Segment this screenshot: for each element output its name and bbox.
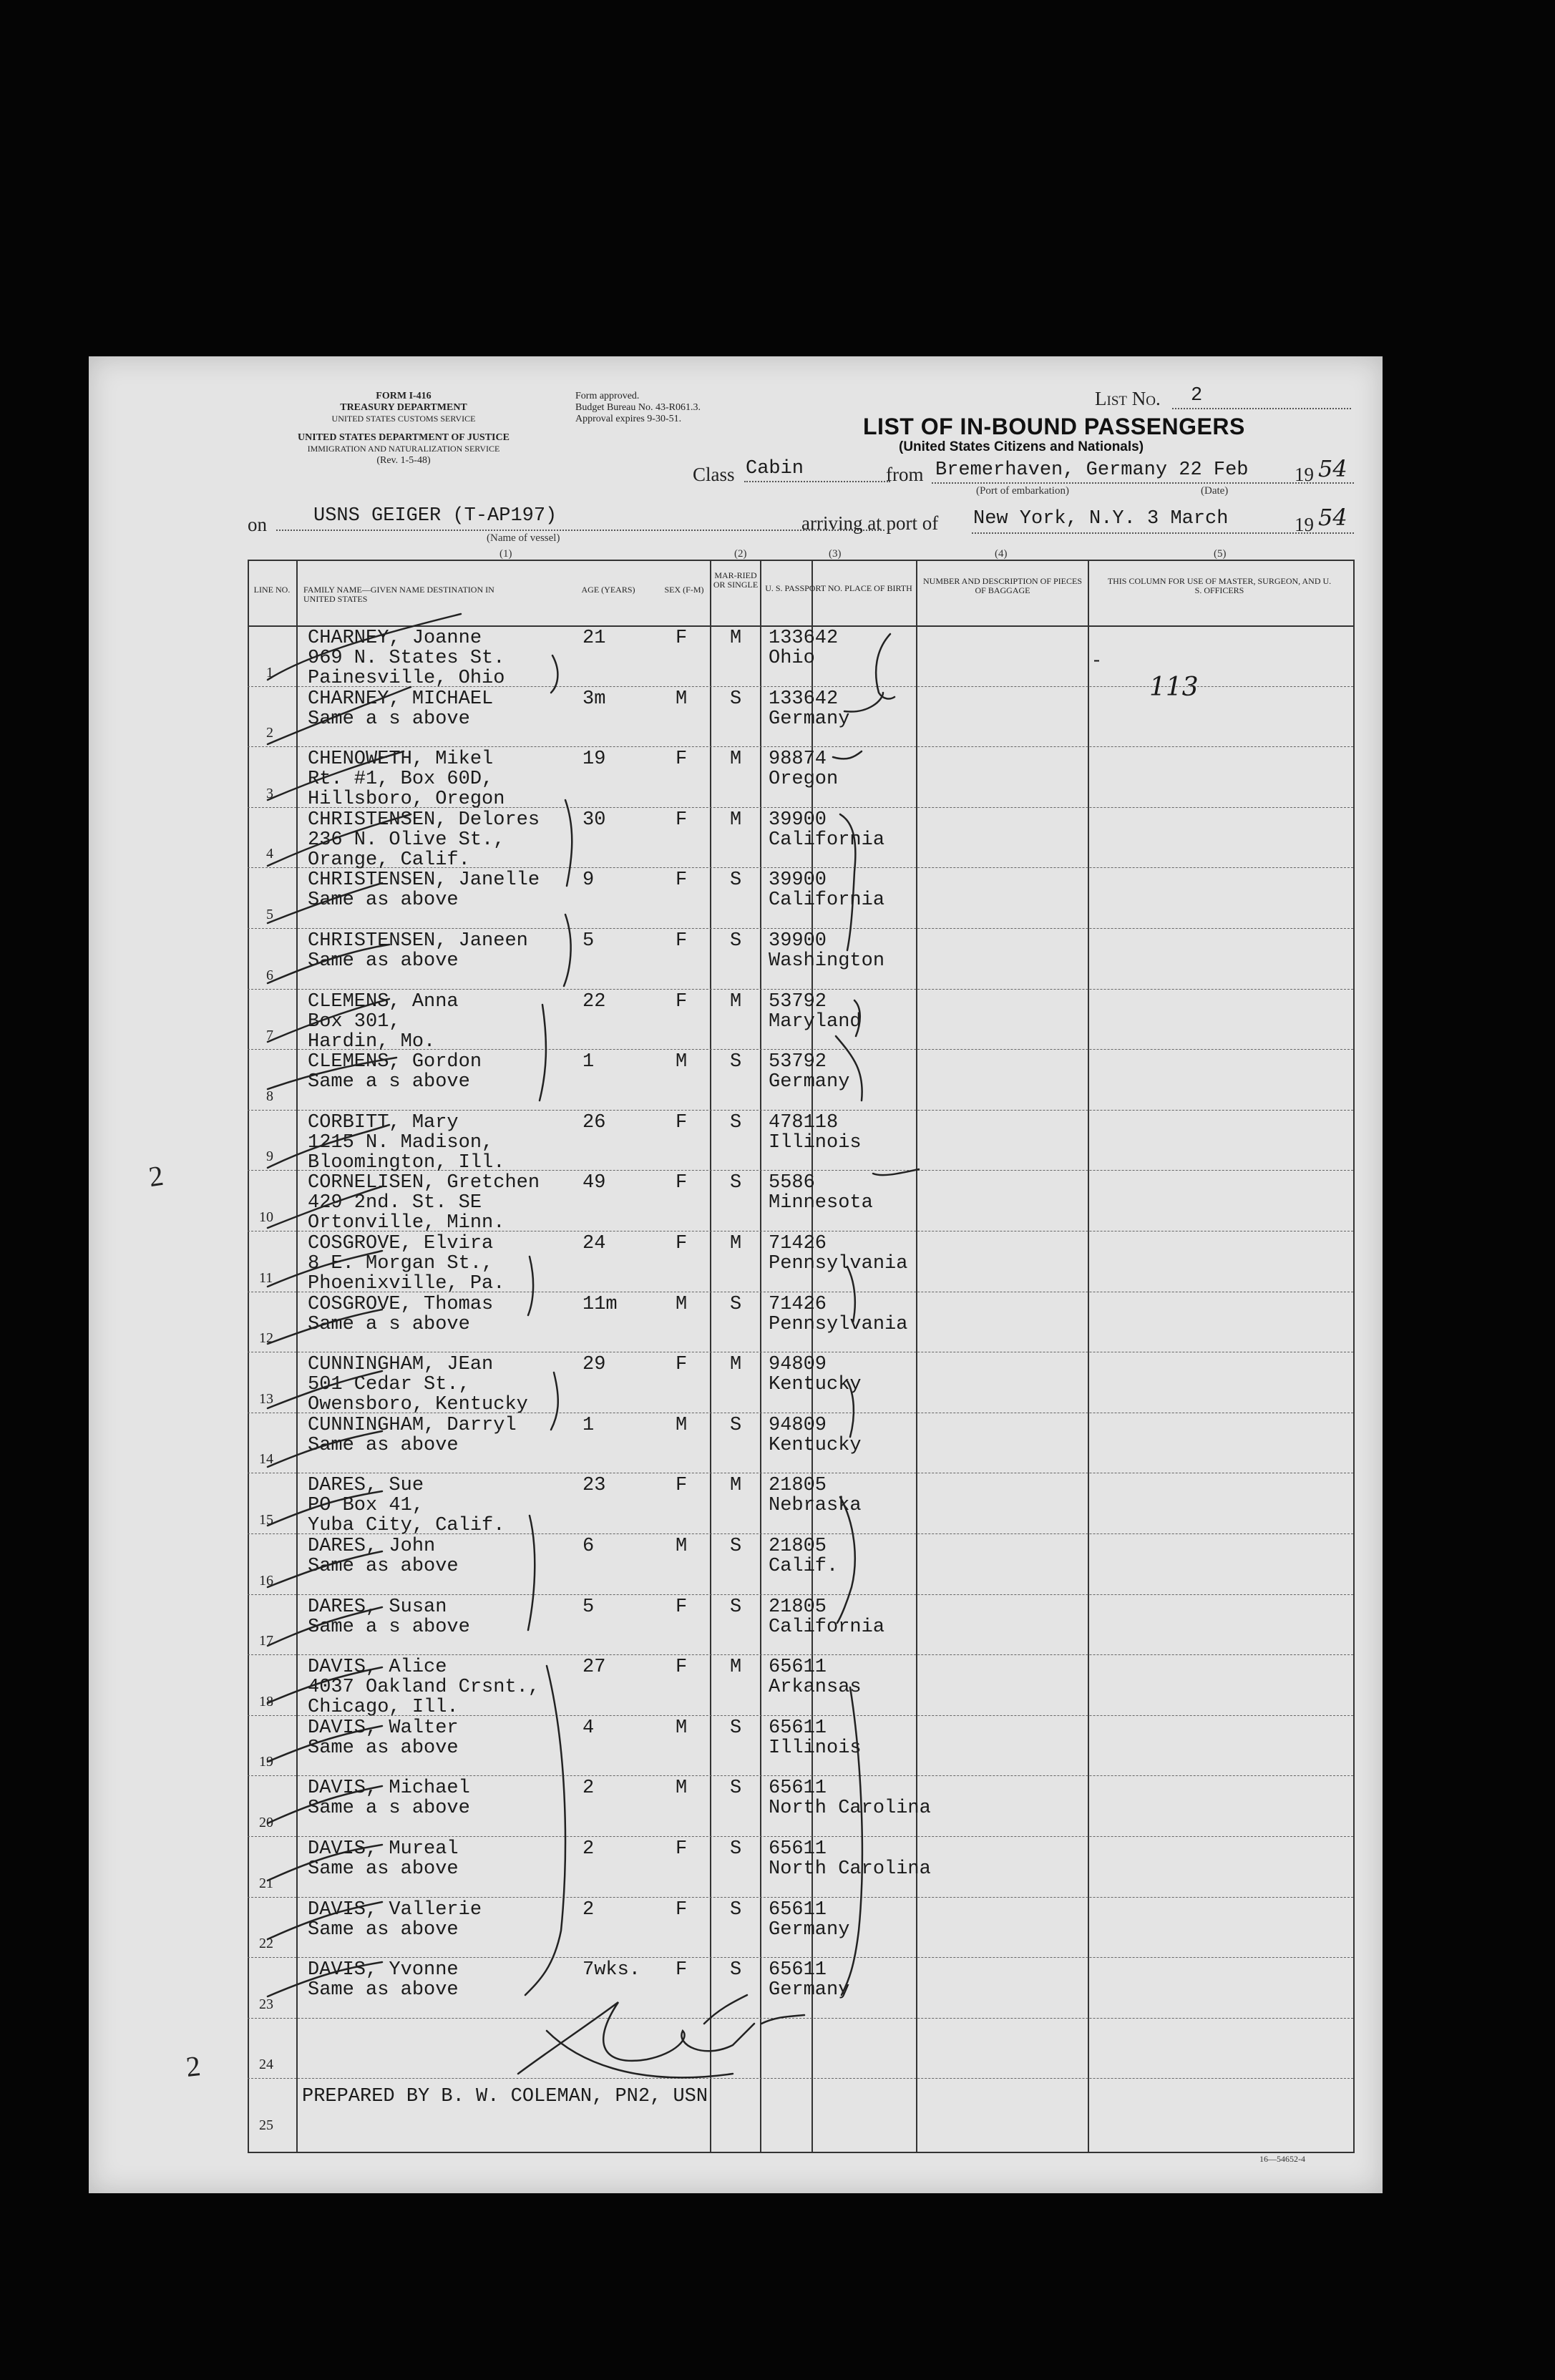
margin-mark-2: 2 [184,2049,203,2083]
vessel-caption: (Name of vessel) [487,532,560,544]
col-header-married: MAR-RIED OR SINGLE [713,570,759,590]
passenger-age: 3m [582,688,606,710]
dept-treasury: TREASURY DEPARTMENT [340,402,467,413]
passenger-age: 21 [582,628,606,649]
col-num-1: (1) [499,548,512,560]
margin-mark-1: 2 [146,1159,166,1194]
passenger-age: 24 [582,1233,606,1254]
passenger-age: 7wks. [582,1959,641,1981]
line-number: 25 [259,2117,273,2133]
class-label: Class [693,464,735,485]
passport-and-birthplace: 39900 Washington [769,930,885,972]
marital-status: M [730,628,742,649]
officer-dash: - [1093,648,1100,670]
passport-and-birthplace: 39900 California [769,869,885,912]
arriving-label: arriving at port of [801,512,939,534]
passenger-name: DARES, John Same as above [308,1536,459,1577]
line-number: 6 [266,967,273,983]
line-number: 21 [259,1875,273,1891]
line-number: 8 [266,1088,273,1104]
passenger-age: 11m [582,1293,618,1315]
line-number: 19 [259,1754,273,1770]
passenger-name: CLEMENS, Anna Box 301, Hardin, Mo. [308,990,459,1053]
col-num-3: (3) [829,548,842,560]
form-revision: (Rev. 1-5-48) [376,455,431,466]
passenger-sex: F [676,1959,688,1981]
passenger-sex: M [676,1777,688,1800]
passenger-sex: M [676,1051,688,1073]
passport-and-birthplace: 133642 Germany [769,688,850,730]
col-header-passport: U. S. PASSPORT NO. PLACE OF BIRTH [765,583,912,593]
form-title: LIST OF IN-BOUND PASSENGERS [863,414,1245,439]
passenger-name: CHRISTENSEN, Janeen Same as above [308,930,528,972]
passenger-sex: F [676,1354,688,1376]
passport-and-birthplace: 65611 North Carolina [769,1777,931,1820]
print-code: 16—54652-4 [1259,2154,1305,2164]
from-year-prefix: 19 [1295,464,1314,485]
passenger-sex: M [676,1293,688,1315]
passport-and-birthplace: 21805 Nebraska [769,1475,862,1517]
passenger-name: CHRISTENSEN, Delores 236 N. Olive St., Orange, Calif. [308,809,540,871]
passenger-age: 19 [582,748,606,771]
passenger-name: DAVIS, Vallerie Same as above [308,1898,482,1941]
passport-and-birthplace: 94809 Kentucky [769,1414,862,1456]
marital-status: S [730,1777,742,1800]
marital-status: M [730,1657,742,1679]
passport-and-birthplace: 98874 Oregon [769,748,839,791]
passenger-sex: F [676,628,688,649]
col-header-officers: THIS COLUMN FOR USE OF MASTER, SURGEON, AND U. S. OFFICERS [1107,576,1332,595]
line-number: 16 [259,1572,273,1589]
passenger-sex: F [676,930,688,952]
passenger-sex: F [676,1657,688,1679]
passport-and-birthplace: 65611 Germany [769,1898,850,1941]
from-value: Bremerhaven, Germany 22 Feb [935,459,1249,481]
class-value: Cabin [746,458,804,479]
passenger-name: DAVIS, Yvonne Same as above [308,1959,459,2001]
line-number: 12 [259,1330,273,1347]
line-number: 5 [266,907,273,922]
arrival-value: New York, N.Y. 3 March [973,508,1229,530]
arrival-year-prefix: 19 [1295,514,1314,535]
approval-1: Form approved. [575,391,640,401]
passenger-name: CHENOWETH, Mikel Rt. #1, Box 60D, Hillsboro, Oregon [308,748,505,811]
passenger-sex: F [676,869,688,892]
marital-status: S [730,1536,742,1557]
handwritten-marks [89,356,1383,2193]
passenger-name: DAVIS, Alice 4037 Oakland Crsnt., Chicago, Ill. [308,1657,540,1719]
from-year: 54 [1318,455,1347,482]
passenger-name: CLEMENS, Gordon Same a s above [308,1051,482,1093]
line-number: 3 [266,785,273,801]
passenger-name: CUNNINGHAM, JEan 501 Cedar St., Owensboro, Kentucky [308,1354,528,1416]
passenger-age: 27 [582,1657,606,1679]
marital-status: M [730,1475,742,1497]
marital-status: M [730,809,742,831]
passenger-name: COSGROVE, Elvira 8 E. Morgan St., Phoenixville, Pa. [308,1233,505,1294]
passenger-sex: F [676,809,688,831]
line-number: 24 [259,2057,273,2073]
marital-status: S [730,1111,742,1133]
passport-and-birthplace: 65611 North Carolina [769,1838,931,1880]
passenger-name: CHARNEY, Joanne 969 N. States St. Painesville, Ohio [308,628,505,689]
marital-status: S [730,1898,742,1921]
port-embark-caption: (Port of embarkation) [976,485,1069,497]
dept-justice: UNITED STATES DEPARTMENT OF JUSTICE [298,432,510,443]
marital-status: M [730,1354,742,1376]
passport-and-birthplace: 71426 Pennsylvania [769,1233,908,1274]
passenger-sex: F [676,990,688,1013]
passenger-age: 9 [582,869,595,892]
passport-and-birthplace: 53792 Germany [769,1051,850,1093]
passenger-age: 5 [582,930,595,952]
line-number: 1 [266,664,273,681]
col-header-age: AGE (YEARS) [581,585,635,595]
passenger-sex: F [676,1233,688,1254]
line-number: 17 [259,1633,273,1649]
marital-status: S [730,1596,742,1618]
marital-status: S [730,1414,742,1436]
marital-status: S [730,1717,742,1739]
line-number: 11 [259,1269,273,1286]
passport-and-birthplace: 5586 Minnesota [769,1172,873,1214]
passenger-name: CHARNEY, MICHAEL Same a s above [308,688,494,730]
marital-status: S [730,1838,742,1860]
marital-status: S [730,688,742,710]
passenger-sex: M [676,1536,688,1557]
col-num-4: (4) [995,548,1008,560]
passport-and-birthplace: 71426 Pennsylvania [769,1293,908,1335]
officer-number: 113 [1149,673,1199,702]
col-num-5: (5) [1214,548,1227,560]
passport-and-birthplace: 21805 California [769,1596,885,1638]
passenger-sex: F [676,1838,688,1860]
passenger-age: 1 [582,1051,595,1073]
dept-customs: UNITED STATES CUSTOMS SERVICE [331,414,476,424]
form-subtitle: (United States Citizens and Nationals) [899,439,1144,454]
on-label: on [248,514,267,535]
marital-status: S [730,1959,742,1981]
col-header-line: LINE NO. [253,585,291,595]
line-number: 7 [266,1028,273,1044]
passenger-age: 6 [582,1536,595,1557]
passenger-name: CUNNINGHAM, Darryl Same as above [308,1414,517,1456]
from-label: from [886,464,924,485]
passenger-sex: F [676,748,688,771]
passenger-age: 23 [582,1475,606,1497]
col-header-baggage: NUMBER AND DESCRIPTION OF PIECES OF BAGGAGE [922,576,1083,595]
passport-and-birthplace: 21805 Calif. [769,1536,839,1577]
line-number: 23 [259,1996,273,2012]
line-number: 2 [266,725,273,741]
passport-and-birthplace: 65611 Germany [769,1959,850,2001]
passenger-age: 2 [582,1838,595,1860]
col-header-name: FAMILY NAME—GIVEN NAME DESTINATION IN UNITED STATES [303,585,494,604]
passenger-sex: F [676,1475,688,1497]
passenger-name: CORBITT, Mary 1215 N. Madison, Bloomington, Ill. [308,1111,505,1174]
marital-status: M [730,990,742,1013]
passenger-age: 1 [582,1414,595,1436]
passenger-name: DAVIS, Mureal Same as above [308,1838,459,1880]
line-number: 10 [259,1209,273,1225]
passenger-sex: F [676,1596,688,1618]
arrival-year: 54 [1318,504,1347,531]
vessel-name: USNS GEIGER (T-AP197) [313,505,557,527]
line-number: 22 [259,1936,273,1952]
line-number: 4 [266,846,273,862]
passenger-age: 2 [582,1898,595,1921]
passenger-sex: F [676,1172,688,1194]
passenger-age: 4 [582,1717,595,1739]
marital-status: S [730,1293,742,1315]
passport-and-birthplace: 39900 California [769,809,885,851]
line-number: 20 [259,1815,273,1830]
passport-and-birthplace: 65611 Arkansas [769,1657,862,1699]
marital-status: S [730,930,742,952]
approval-2: Budget Bureau No. 43-R061.3. [575,402,701,413]
marital-status: M [730,748,742,771]
manifest-sheet [89,356,1383,2193]
passenger-sex: F [676,1111,688,1133]
prepared-by: PREPARED BY B. W. COLEMAN, PN2, USN [302,2086,708,2107]
line-number: 13 [259,1390,273,1407]
col-num-2: (2) [734,548,747,560]
passenger-sex: M [676,688,688,710]
passenger-name: DAVIS, Walter Same as above [308,1717,459,1759]
passenger-age: 29 [582,1354,606,1376]
passenger-age: 5 [582,1596,595,1618]
passenger-name: COSGROVE, Thomas Same a s above [308,1293,494,1335]
list-no-value: 2 [1191,385,1203,406]
passenger-name: CHRISTENSEN, Janelle Same as above [308,869,540,912]
passenger-name: DAVIS, Michael Same a s above [308,1777,470,1820]
passport-and-birthplace: 65611 Illinois [769,1717,862,1759]
passenger-sex: M [676,1717,688,1739]
line-number: 14 [259,1451,273,1468]
passenger-age: 26 [582,1111,606,1133]
marital-status: M [730,1233,742,1254]
passenger-name: CORNELISEN, Gretchen 429 2nd. St. SE Ortonville, Minn. [308,1172,540,1234]
list-no-label: List No. [1095,388,1161,409]
passport-and-birthplace: 53792 Maryland [769,990,862,1033]
passenger-age: 30 [582,809,606,831]
approval-3: Approval expires 9-30-51. [575,414,682,424]
date-caption: (Date) [1201,485,1229,497]
line-number: 18 [259,1693,273,1710]
passenger-name: DARES, Sue PO Box 41, Yuba City, Calif. [308,1475,505,1537]
passport-and-birthplace: 94809 Kentucky [769,1354,862,1396]
marital-status: S [730,1172,742,1194]
line-number: 15 [259,1512,273,1528]
passport-and-birthplace: 478118 Illinois [769,1111,862,1154]
marital-status: S [730,1051,742,1073]
form-number: FORM I-416 [376,391,432,401]
passport-and-birthplace: 133642 Ohio [769,628,839,669]
line-number: 9 [266,1148,273,1165]
passenger-sex: M [676,1414,688,1436]
passenger-sex: F [676,1898,688,1921]
passenger-name: DARES, Susan Same a s above [308,1596,470,1638]
passenger-age: 2 [582,1777,595,1800]
dept-ins: IMMIGRATION AND NATURALIZATION SERVICE [307,444,500,454]
marital-status: S [730,869,742,892]
passenger-age: 49 [582,1172,606,1194]
passenger-age: 22 [582,990,606,1013]
col-header-sex: SEX (F-M) [664,585,704,595]
